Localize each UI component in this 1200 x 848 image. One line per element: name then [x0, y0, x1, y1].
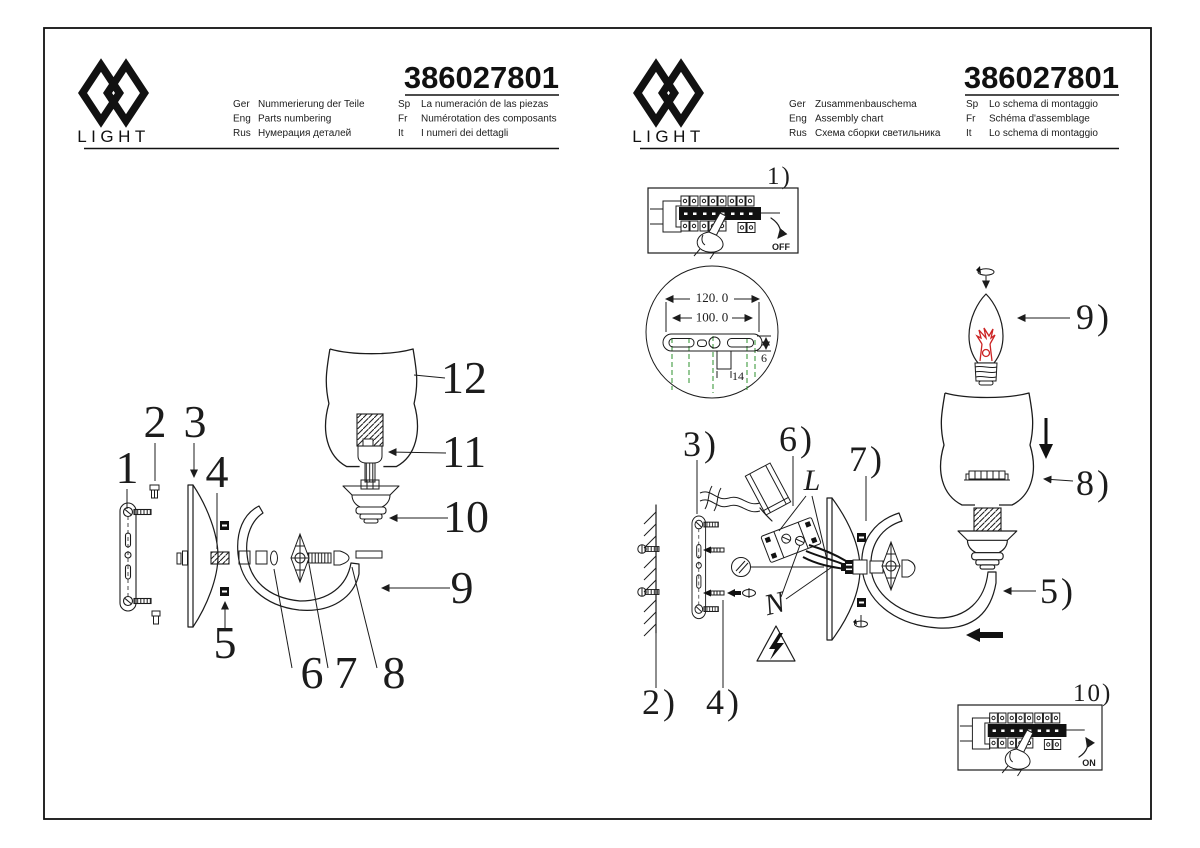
bulb-glass [969, 294, 1003, 363]
step-label-7: 7) [849, 439, 885, 479]
language-text: Assembly chart [815, 113, 884, 125]
language-code: Ger [789, 99, 806, 110]
part-label-8: 8 [382, 647, 406, 698]
language-code: Sp [398, 99, 411, 110]
language-text: Nummerierung der Teile [258, 99, 365, 110]
language-code: It [398, 128, 404, 139]
power-on-inset [958, 705, 1102, 776]
screw-rotation-icon [727, 588, 756, 598]
arm-rotation-icon [853, 615, 868, 627]
finial-mounted-drawing [853, 560, 883, 574]
bulb-rotation-icon [976, 266, 994, 288]
language-text: Numérotation des composants [421, 113, 557, 125]
language-code: Eng [789, 113, 807, 125]
shade-drawing [326, 349, 418, 467]
language-text: Zusammenbauschema [815, 99, 917, 110]
part-label-7: 7 [334, 647, 358, 698]
leader-step-8 [1044, 479, 1073, 481]
language-text: Lo schema di montaggio [989, 128, 1098, 139]
part-label-6: 6 [300, 647, 324, 698]
part-label-12: 12 [441, 352, 487, 403]
bulb-base [975, 363, 997, 385]
language-text: Schéma d'assemblage [989, 113, 1090, 125]
step-label-3: 3) [683, 424, 719, 464]
parts-diagram [116, 349, 490, 698]
shade-socket-detail [964, 471, 1010, 480]
language-code: Rus [233, 128, 251, 139]
language-code: Fr [398, 113, 408, 125]
mains-cable-drawing [700, 486, 760, 512]
brand-name: LIGHT [77, 127, 150, 146]
on-label: ON [1082, 758, 1096, 768]
assembly-diagram [638, 163, 1113, 776]
page-border [44, 28, 1151, 819]
language-table [789, 99, 1098, 139]
step-label-6: 6) [779, 419, 815, 459]
finial-drawing [882, 542, 900, 590]
dimension-detail [646, 266, 778, 398]
language-code: Eng [233, 113, 251, 125]
warning-triangle [757, 626, 795, 661]
language-text: Lo schema di montaggio [989, 99, 1098, 110]
part-label-10: 10 [443, 491, 489, 542]
finial-drawing [291, 534, 309, 582]
step-label-1: 1) [767, 163, 792, 190]
bulb-drawing [969, 266, 1003, 385]
language-code: It [966, 128, 972, 139]
language-text: I numeri dei dettagli [421, 128, 509, 139]
spacer-drawing [239, 551, 267, 564]
socket-drawing [357, 414, 383, 489]
cup-drawing [343, 486, 399, 523]
shade-mounted-drawing [941, 393, 1034, 505]
product-number: 386027801 [963, 60, 1119, 95]
dim-slot: 14 [732, 369, 744, 383]
insert-arrow-icon [1039, 418, 1053, 459]
part-label-5: 5 [213, 617, 237, 668]
right-header [632, 60, 1119, 149]
step-label-9: 9) [1076, 297, 1112, 337]
step-label-5: 5) [1040, 571, 1076, 611]
part-label-9: 9 [450, 562, 474, 613]
language-table [233, 99, 557, 139]
finial-screw-drawing [308, 553, 331, 563]
dim-outer: 120. 0 [695, 290, 729, 305]
stud-drawing [177, 551, 188, 565]
left-header [77, 60, 559, 149]
language-text: Нумерация деталей [258, 128, 352, 139]
language-text: Parts numbering [258, 113, 332, 125]
cap-drawing [334, 551, 349, 565]
part-label-4: 4 [205, 446, 229, 497]
slide-arrow-icon [966, 628, 1003, 642]
washer-drawing [271, 551, 278, 565]
step-label-8: 8) [1076, 463, 1112, 503]
step-label-10: 10) [1073, 680, 1113, 707]
language-code: Rus [789, 128, 807, 139]
bracket-drawing [692, 516, 718, 619]
brand-name: LIGHT [632, 127, 705, 146]
junction-box-drawing [745, 463, 790, 521]
language-code: Fr [966, 113, 976, 125]
language-text: Схема сборки светильника [815, 128, 941, 139]
socket-mounted-drawing [974, 508, 1001, 532]
nipple-drawing [211, 552, 229, 564]
dim-inner: 100. 0 [695, 309, 729, 325]
live-wire-label: L [803, 464, 821, 497]
cap-mounted-drawing [902, 560, 915, 577]
step-label-4: 4) [706, 682, 742, 722]
bulb-filament [977, 328, 995, 361]
wall-plate-drawing [120, 503, 151, 611]
part-label-3: 3 [183, 396, 207, 447]
language-code: Ger [233, 99, 250, 110]
step-label-2: 2) [642, 682, 678, 722]
brand-logo-icon [83, 65, 145, 121]
part-label-11: 11 [441, 426, 487, 477]
part-label-2: 2 [143, 396, 167, 447]
language-code: Sp [966, 99, 979, 110]
leader-lines [127, 375, 450, 668]
part-label-1: 1 [115, 442, 139, 493]
off-label: OFF [772, 242, 790, 252]
language-text: La numeración de las piezas [421, 99, 549, 110]
power-off-inset [648, 188, 798, 259]
brand-logo-icon [638, 65, 700, 121]
dim-height: 6 [761, 351, 767, 365]
cup-mounted-drawing [958, 531, 1017, 569]
terminal-block-drawing [761, 517, 821, 562]
neutral-wire-label: N [760, 585, 789, 623]
product-number: 386027801 [403, 60, 559, 95]
